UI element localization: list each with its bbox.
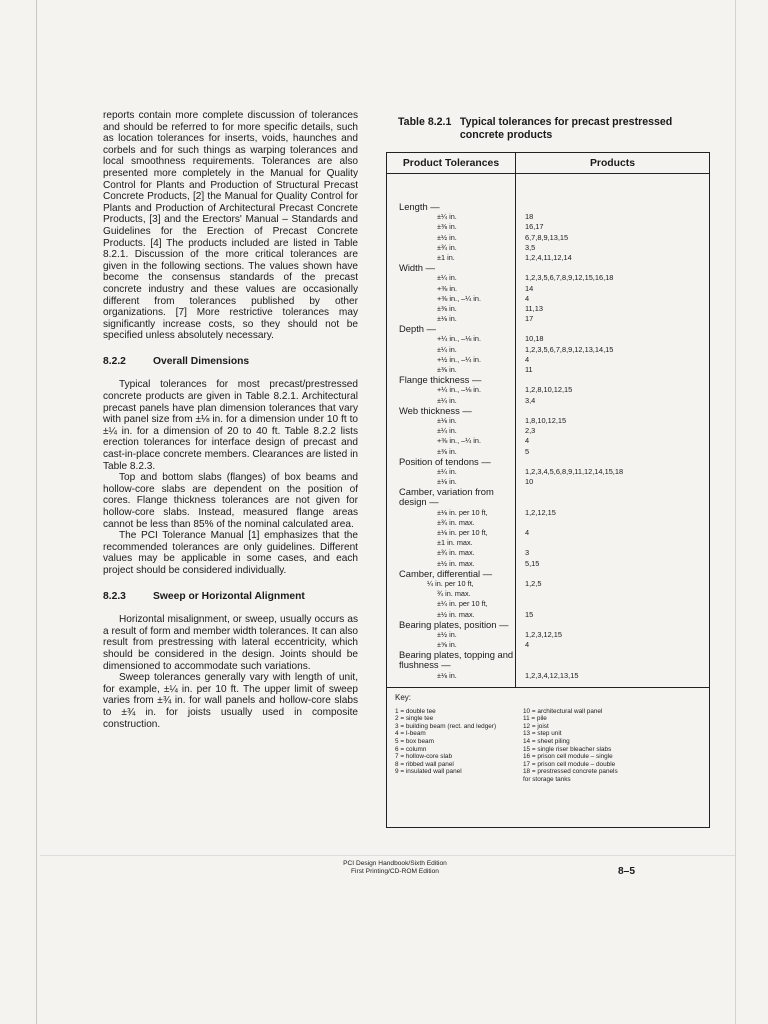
products-cell: 1,2,3,12,15 bbox=[525, 629, 562, 639]
tolerance-cell: ±⅛ in. per 10 ft, bbox=[437, 528, 488, 537]
products-cell: 1,2,3,5,6,7,8,9,12,15,16,18 bbox=[525, 273, 614, 283]
tolerance-cell: ±¾ in. bbox=[437, 242, 457, 252]
key-item: 1 = double tee bbox=[395, 707, 436, 715]
tolerance-cell: +⅜ in., –¼ in. bbox=[437, 293, 482, 303]
products-cell: 6,7,8,9,13,15 bbox=[525, 232, 569, 242]
products-cell bbox=[515, 538, 525, 548]
tolerance-cell: ±¾ in. max. bbox=[437, 548, 475, 558]
paragraph: reports contain more complete discussion of tolerances and should be referred to for more specific details, such as location tolerances for inserts, voids, haunches and corbels and for such things as warping tolerances and local smoothness requirements. Tolerances are also presented more completely in the Manual for Quality Control for Plants and Production of Structural Precast Concrete Products, [2] the Manual for Quality Control for Plants and Production of Architectural Precast Concrete Products, [3] and the Erectors' Manual – Standards and Guidelines for the Erection of Precast Concrete Products. [4] The products included are listed in Table 8.2.1. Discussion of the more critical tolerances are given in the following sections. The values shown have become the consensus standards of the precast concrete industry and these values are occasionally different from tolerances published by other organizations. [7] More restrictive tolerances may significantly increase costs, so they should not be specified unless absolutely necessary. bbox=[103, 110, 358, 342]
table-row bbox=[387, 345, 709, 355]
table-row bbox=[387, 233, 709, 243]
tolerance-cell: ±⅜ in. bbox=[437, 222, 457, 232]
footer bbox=[280, 860, 510, 876]
key-item: 17 = prison cell module – double bbox=[523, 760, 616, 768]
tolerance-cell: flushness — bbox=[399, 659, 451, 671]
table-row bbox=[387, 538, 709, 548]
key-item: 6 = column bbox=[395, 745, 427, 753]
tolerance-cell: ±¼ in. bbox=[437, 212, 457, 222]
key-item: 11 = pile bbox=[523, 715, 547, 723]
table-row bbox=[387, 375, 709, 385]
products-cell: 1,8,10,12,15 bbox=[525, 415, 567, 425]
table-row bbox=[387, 569, 709, 579]
products-cell: 1,2,8,10,12,15 bbox=[525, 385, 573, 395]
column-header-products: Products bbox=[589, 157, 636, 169]
products-cell: 4 bbox=[525, 354, 530, 364]
tolerance-cell: ±⅛ in. bbox=[437, 670, 457, 680]
table-row bbox=[387, 284, 709, 294]
section-title: Sweep or Horizontal Alignment bbox=[153, 590, 305, 602]
products-cell: 3 bbox=[525, 548, 530, 558]
tolerance-cell: +⅜ in., –¼ in. bbox=[437, 436, 482, 446]
table-row bbox=[387, 334, 709, 344]
table-row bbox=[387, 518, 709, 528]
products-cell: 5,15 bbox=[525, 558, 540, 568]
products-cell: 4 bbox=[525, 528, 530, 537]
products-cell bbox=[515, 620, 525, 630]
table-row bbox=[387, 671, 709, 681]
key-item: 3 = building beam (rect. and ledger) bbox=[395, 722, 497, 730]
table-row bbox=[387, 467, 709, 477]
key-column-left bbox=[395, 708, 523, 784]
key-title: Key: bbox=[395, 693, 412, 702]
tolerance-cell: ±1 in. bbox=[437, 252, 455, 262]
tolerance-cell: Bearing plates, topping and bbox=[399, 649, 514, 661]
tolerance-cell: ±½ in. max. bbox=[437, 609, 475, 619]
table-row bbox=[387, 304, 709, 314]
tolerance-cell: +½ in., –¼ in. bbox=[437, 354, 482, 364]
tolerance-cell: ±¼ in. bbox=[437, 344, 457, 354]
products-cell bbox=[515, 202, 525, 212]
table-row bbox=[387, 273, 709, 283]
products-cell: 17 bbox=[525, 314, 534, 324]
page-number: 8–5 bbox=[618, 866, 635, 877]
tolerance-cell: Camber, variation from bbox=[399, 486, 494, 498]
paragraph: Sweep tolerances generally vary with length of unit, for example, ±¼ in. per 10 ft. The upper limit of sweep varies from ±¾ in. for wall panels and hollow-core slabs to ±¾ in. for joists usually used in composite construction. bbox=[103, 672, 358, 730]
products-cell: 1,2,3,4,5,6,8,9,11,12,14,15,18 bbox=[525, 466, 624, 476]
products-cell: 11,13 bbox=[525, 303, 543, 313]
table-row bbox=[387, 212, 709, 222]
products-cell: 1,2,12,15 bbox=[525, 507, 556, 517]
products-cell: 1,2,4,11,12,14 bbox=[525, 252, 572, 262]
products-cell bbox=[515, 650, 525, 660]
tolerance-cell: Camber, differential — bbox=[399, 567, 493, 579]
products-cell: 14 bbox=[525, 283, 534, 293]
tolerance-cell: ±⅛ in. bbox=[437, 477, 457, 487]
key-item: 8 = ribbed wall panel bbox=[395, 760, 454, 768]
key-item: 10 = architectural wall panel bbox=[523, 707, 603, 715]
table-row bbox=[387, 385, 709, 395]
key-column-right bbox=[523, 708, 701, 784]
table-title: Typical tolerances for precast prestressed concrete products bbox=[459, 116, 673, 141]
tolerance-cell: ±¼ in. per 10 ft, bbox=[437, 599, 488, 609]
table-row bbox=[387, 324, 709, 334]
key-item: 16 = prison cell module – single bbox=[523, 753, 613, 761]
tolerance-cell: ±⅛ in. bbox=[437, 415, 457, 425]
table-caption bbox=[398, 116, 698, 142]
section-number: 8.2.3 bbox=[103, 590, 126, 602]
page-edge-left bbox=[36, 0, 37, 1024]
table-row bbox=[387, 630, 709, 640]
products-cell: 11 bbox=[525, 365, 533, 374]
table-row bbox=[387, 406, 709, 416]
tolerance-cell: ±¼ in. bbox=[437, 273, 457, 283]
products-cell: 1,2,3,4,12,13,15 bbox=[525, 670, 579, 680]
footer-divider bbox=[40, 855, 735, 856]
table-body bbox=[387, 174, 709, 688]
tolerance-cell: ±½ in. bbox=[437, 629, 457, 639]
section-heading bbox=[103, 356, 358, 368]
section-title: Overall Dimensions bbox=[153, 355, 250, 367]
footer-line: First Printing/CD-ROM Edition bbox=[351, 868, 439, 875]
tolerance-cell: ±½ in. bbox=[437, 232, 457, 242]
products-cell: 18 bbox=[525, 212, 534, 222]
left-column bbox=[103, 110, 358, 730]
paragraph: Top and bottom slabs (flanges) of box beams and hollow-core slabs are dependent on the position of cores. Flange thickness tolerances are not given for hollow-core slabs. Instead, measured flange areas cannot be less than 85% of the nominal calculated area. bbox=[103, 472, 358, 530]
products-cell bbox=[515, 406, 525, 416]
tolerance-cell: ±⅛ in. bbox=[437, 314, 457, 324]
products-cell: 10,18 bbox=[525, 334, 544, 344]
tolerance-cell: ±⅜ in. bbox=[437, 365, 457, 374]
tolerance-cell: ±¼ in. bbox=[437, 426, 457, 436]
products-cell: 1,2,5 bbox=[525, 578, 542, 588]
key-item: 18 = prestressed concrete panels bbox=[523, 768, 618, 776]
products-cell: 16,17 bbox=[525, 222, 544, 232]
tolerance-cell: Length — bbox=[399, 201, 440, 212]
tolerance-cell: ±⅛ in. per 10 ft, bbox=[437, 507, 488, 517]
table-row bbox=[387, 660, 709, 670]
products-cell bbox=[515, 375, 525, 385]
tolerance-cell: ¼ in. per 10 ft, bbox=[427, 578, 474, 588]
table-row bbox=[387, 436, 709, 446]
table-row bbox=[387, 620, 709, 630]
tolerance-cell: Bearing plates, position — bbox=[399, 618, 509, 630]
tolerance-cell: ±⅜ in. bbox=[437, 303, 457, 313]
table-row bbox=[387, 508, 709, 518]
table-key bbox=[387, 688, 709, 790]
table-row bbox=[387, 457, 709, 467]
products-cell: 4 bbox=[525, 293, 530, 303]
table-row bbox=[387, 202, 709, 212]
tolerance-cell: +⅜ in. bbox=[437, 283, 458, 293]
tolerance-cell: ±¼ in. bbox=[437, 395, 457, 405]
tolerance-cell: Web thickness — bbox=[399, 404, 472, 416]
column-header-tolerances: Product Tolerances bbox=[387, 153, 516, 173]
tolerance-cell: +¼ in., –⅛ in. bbox=[437, 334, 482, 344]
products-cell: 1,2,3,5,6,7,8,9,12,13,14,15 bbox=[525, 344, 614, 354]
products-cell bbox=[515, 599, 525, 609]
table-header bbox=[387, 153, 709, 174]
key-item: for storage tanks bbox=[523, 775, 571, 783]
key-item: 4 = I-beam bbox=[395, 730, 426, 738]
products-cell: 10 bbox=[525, 477, 534, 487]
tolerance-cell: ±¼ in. bbox=[437, 466, 457, 476]
table-row bbox=[387, 599, 709, 609]
products-cell bbox=[515, 324, 525, 334]
products-cell: 3,4 bbox=[525, 395, 536, 405]
products-cell: 4 bbox=[525, 436, 530, 446]
products-cell bbox=[515, 263, 525, 273]
table-row bbox=[387, 497, 709, 507]
paragraph: Horizontal misalignment, or sweep, usually occurs as a result of form and member width tolerances. It can also result from prestressing with lateral eccentricity, which should be considered in the design. Joints should be dimensioned to accommodate such variations. bbox=[103, 614, 358, 672]
footer-line: PCI Design Handbook/Sixth Edition bbox=[343, 860, 447, 867]
key-item: 2 = single tee bbox=[395, 715, 434, 723]
key-item: 14 = sheet piling bbox=[523, 737, 570, 745]
tolerance-cell: +¼ in., –⅛ in. bbox=[437, 385, 482, 395]
table-row bbox=[387, 243, 709, 253]
table-row bbox=[387, 426, 709, 436]
table-row bbox=[387, 589, 709, 599]
paragraph: The PCI Tolerance Manual [1] emphasizes that the recommended tolerances are only guidelines. Different values may be applicable in some cases, and each project should be considered individually. bbox=[103, 530, 358, 576]
table-rows bbox=[387, 202, 709, 681]
tolerance-cell: ±1 in. max. bbox=[437, 538, 473, 548]
key-item: 7 = hollow-core slab bbox=[395, 753, 453, 761]
section-number: 8.2.2 bbox=[103, 355, 126, 367]
products-cell: 4 bbox=[525, 640, 530, 650]
products-cell bbox=[515, 487, 525, 497]
products-cell: 2,3 bbox=[525, 426, 536, 436]
tolerance-cell: ±¾ in. max. bbox=[437, 517, 475, 527]
key-item: 15 = single riser bleacher slabs bbox=[523, 745, 612, 753]
products-cell bbox=[515, 589, 525, 599]
products-cell bbox=[515, 518, 525, 528]
table-row bbox=[387, 294, 709, 304]
table-number: Table 8.2.1 bbox=[398, 116, 452, 128]
tolerance-cell: Width — bbox=[399, 262, 435, 274]
tolerance-cell: ±⅝ in. bbox=[437, 640, 457, 650]
table-row bbox=[387, 263, 709, 273]
table-row bbox=[387, 253, 709, 263]
table-row bbox=[387, 416, 709, 426]
products-cell: 5 bbox=[525, 446, 530, 456]
paragraph: Typical tolerances for most precast/prestressed concrete products are given in Table 8.2.1. Architectural precast panels have plan dimension tolerances that vary with panel size from ±⅛ in. for a dimension under 10 ft to ±¼ in. for a dimension of 20 to 40 ft. Table 8.2.2 lists erection tolerances for interface design of precast and cast-in-place concrete members. Clearances are listed in Table 8.2.3. bbox=[103, 379, 358, 472]
tolerance-cell: ±⅜ in. bbox=[437, 446, 457, 456]
tolerance-cell: Flange thickness — bbox=[399, 374, 482, 386]
section-heading bbox=[103, 591, 358, 603]
products-cell bbox=[515, 497, 525, 507]
table-row bbox=[387, 528, 709, 538]
tolerance-cell: ¾ in. max. bbox=[437, 589, 471, 599]
key-item: 9 = insulated wall panel bbox=[395, 768, 462, 776]
key-columns bbox=[395, 708, 701, 784]
page-edge-right bbox=[735, 0, 736, 1024]
products-cell: 15 bbox=[525, 609, 534, 619]
products-cell bbox=[515, 569, 525, 579]
tolerance-cell: Position of tendons — bbox=[399, 455, 491, 467]
tolerance-cell: ±½ in. max. bbox=[437, 558, 475, 568]
tolerance-cell: design — bbox=[399, 496, 439, 508]
table-row bbox=[387, 579, 709, 589]
key-item: 12 = joist bbox=[523, 722, 549, 730]
table-row bbox=[387, 355, 709, 365]
table-row bbox=[387, 222, 709, 232]
products-cell bbox=[515, 660, 525, 670]
products-cell bbox=[515, 457, 525, 467]
key-item: 13 = step unit bbox=[523, 730, 562, 738]
tolerance-cell: Depth — bbox=[399, 323, 436, 335]
key-item: 5 = box beam bbox=[395, 737, 434, 745]
table-row bbox=[387, 548, 709, 558]
products-cell: 3,5 bbox=[525, 242, 536, 252]
tolerance-table bbox=[386, 152, 710, 828]
